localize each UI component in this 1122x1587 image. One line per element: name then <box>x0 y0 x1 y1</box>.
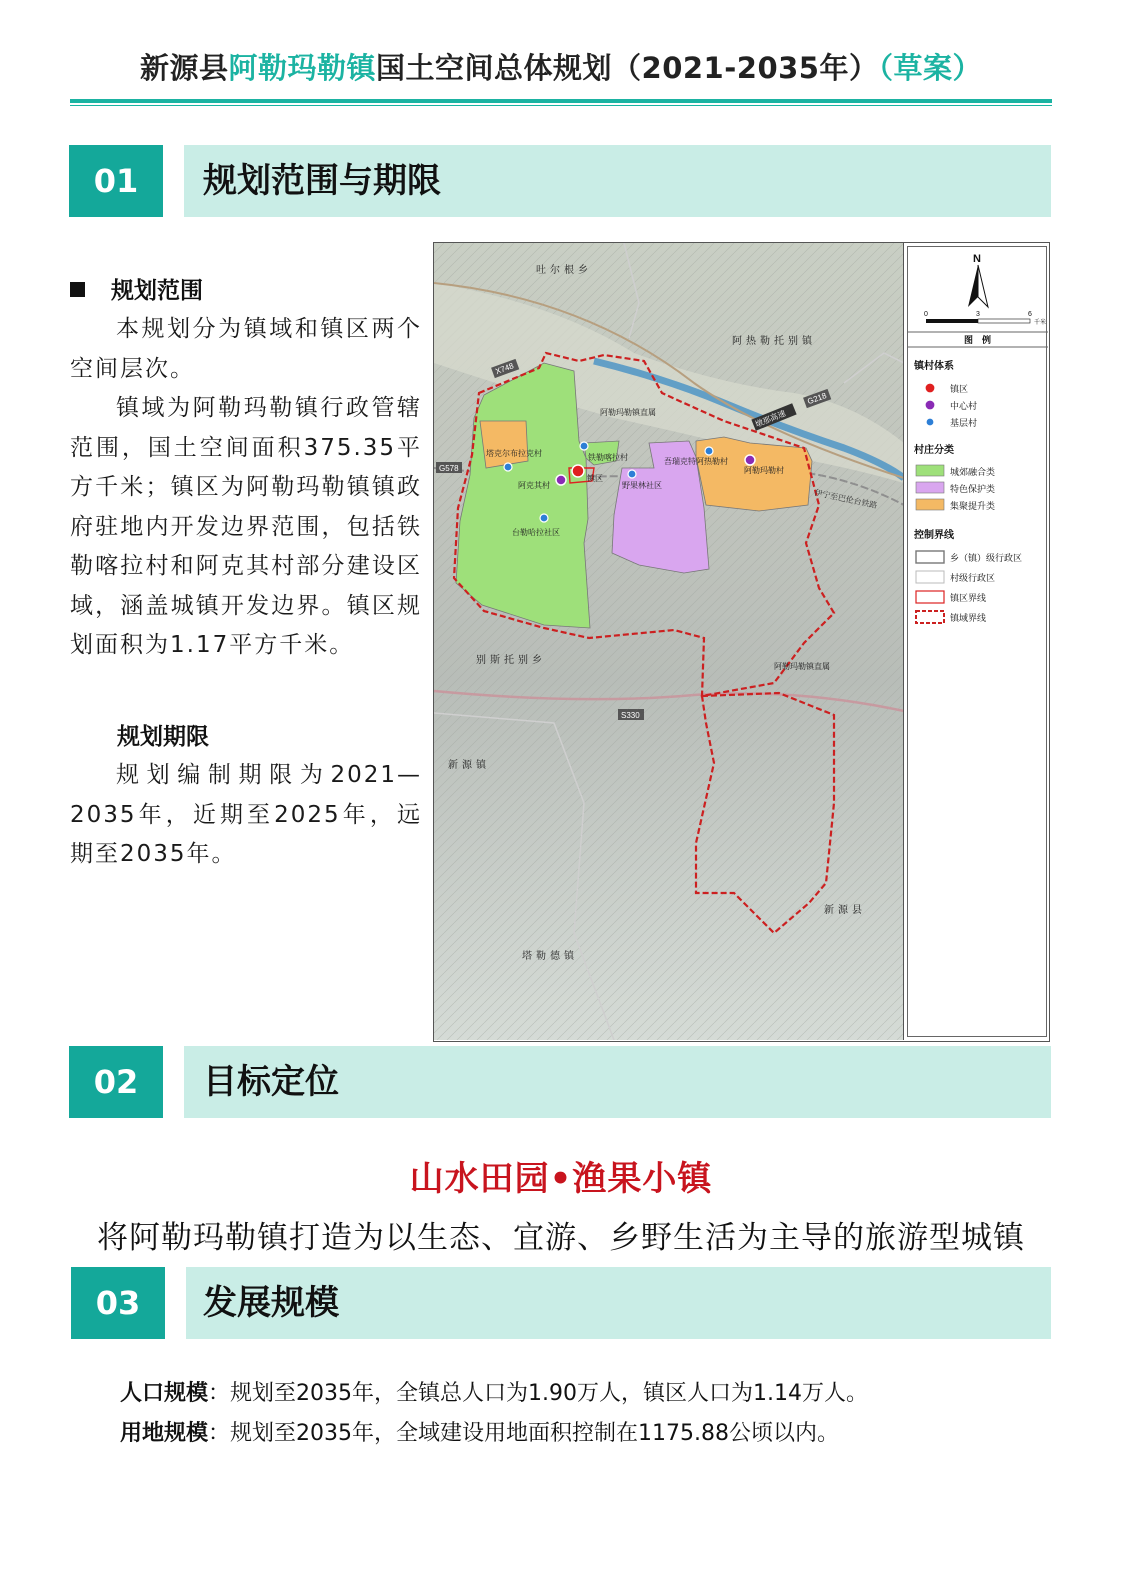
label-talede: 塔勒德镇 <box>522 951 578 962</box>
section-03-title: 发展规模 <box>203 1283 339 1323</box>
central-village-icon-akeqi <box>556 475 566 485</box>
label-g218: G218 <box>806 390 828 407</box>
legend-item-suburban: 城郊融合类 <box>950 467 996 477</box>
scale-bar-empty <box>978 319 1030 323</box>
map-canvas <box>434 243 904 1040</box>
label-x748: X748 <box>494 361 515 377</box>
legend-town-center-line-swatch <box>916 591 944 603</box>
legend-item-township: 乡（镇）级行政区 <box>950 553 1023 563</box>
basic-village-icon-5 <box>540 514 548 522</box>
label-alemale: 阿勒玛勒村 <box>744 466 784 475</box>
population-label: 人口规模 <box>120 1381 209 1406</box>
scope-paragraph-2: 镇域为阿勒玛勒镇行政管辖范围，国土空间面积375.35平方千米；镇区为阿勒玛勒镇镇政府驻地内开发边界范围，包括铁勒喀拉村和阿克其村部分建设区域，涵盖城镇开发边界。镇区规划面积为1.17平方千米。 <box>70 395 422 658</box>
population-scale <box>120 1376 868 1407</box>
scale-unit: 千米 <box>1034 320 1047 326</box>
scale-tick-0: 0 <box>924 311 928 318</box>
north-label: N <box>973 253 981 265</box>
legend-group-2: 村庄分类 <box>914 445 954 456</box>
legend-village-swatch <box>916 571 944 583</box>
scope-heading-text: 规划范围 <box>111 278 203 304</box>
period-paragraph: 规划编制期限为2021—2035年，近期至2025年，远期至2035年。 <box>70 762 422 867</box>
legend-item-town-boundary: 镇域界线 <box>950 613 987 623</box>
section-02-title: 目标定位 <box>203 1062 339 1102</box>
title-draft: （草案） <box>878 51 982 85</box>
period-heading: 规划期限 <box>117 724 209 750</box>
legend-item-town-center-line: 镇区界线 <box>950 593 987 603</box>
label-expressway: 墩那高速 <box>753 408 787 430</box>
legend-title: 图 例 <box>964 335 992 345</box>
label-s330: S330 <box>621 711 640 720</box>
basic-village-icon-1 <box>504 463 512 471</box>
legend-upgrade-swatch <box>916 499 944 510</box>
header-divider-thick <box>70 99 1052 103</box>
section-01-number: 01 <box>69 145 163 217</box>
section-02-number: 02 <box>69 1046 163 1118</box>
label-zhenqu: 镇区 <box>587 474 603 483</box>
legend-item-protection: 特色保护类 <box>950 484 996 494</box>
legend-town-boundary-swatch <box>916 611 944 623</box>
basic-village-icon-3 <box>628 470 636 478</box>
land-label: 用地规模 <box>120 1421 209 1446</box>
label-yeguolin: 野果林社区 <box>622 481 662 490</box>
label-wuruike: 吾瑞克特阿热勒村 <box>664 457 728 466</box>
area-concentration-upgrade-west <box>480 421 528 468</box>
map-legend <box>907 246 1047 1037</box>
basic-village-icon-2 <box>580 442 588 450</box>
label-akeqi: 阿克其村 <box>518 481 550 490</box>
legend-svg <box>908 247 1048 1038</box>
legend-item-basic-village: 基层村 <box>950 418 978 428</box>
positioning-motto: 山水田园•渔果小镇 <box>409 1159 713 1199</box>
label-arelotuobie: 阿热勒托别镇 <box>732 336 816 347</box>
legend-suburban-swatch <box>916 465 944 476</box>
legend-town-center-icon <box>925 383 935 393</box>
legend-basic-village-icon <box>926 418 934 426</box>
title-prefix: 新源县 <box>139 51 229 85</box>
town-center-icon <box>572 465 584 477</box>
bullet-square-icon <box>70 282 85 297</box>
north-arrow-icon-half <box>978 265 988 307</box>
north-arrow-icon <box>968 265 978 307</box>
legend-item-town-center: 镇区 <box>950 384 969 394</box>
label-direct-1: 阿勒玛勒镇直属 <box>600 408 656 417</box>
label-railway: 伊宁至巴伦台铁路 <box>813 488 879 511</box>
legend-group-1: 镇村体系 <box>914 361 954 372</box>
land-text: ：规划至2035年，全域建设用地面积控制在1175.88公顷以内。 <box>208 1421 839 1446</box>
legend-protection-swatch <box>916 482 944 493</box>
legend-township-swatch <box>916 551 944 563</box>
legend-item-upgrade: 集聚提升类 <box>950 501 996 511</box>
section-03-number: 03 <box>71 1267 165 1339</box>
legend-item-central-village: 中心村 <box>950 401 978 411</box>
section-01-title: 规划范围与期限 <box>203 161 441 201</box>
title-main: 国土空间总体规划（2021-2035年） <box>376 51 879 85</box>
positioning-description: 将阿勒玛勒镇打造为以生态、宜游、乡野生活为主导的旅游型城镇 <box>97 1220 1025 1256</box>
label-g578: G578 <box>439 464 459 473</box>
label-tuergen: 吐尔根乡 <box>536 265 592 276</box>
header-divider-thin <box>70 105 1052 106</box>
title-town-name: 阿勒玛勒镇 <box>228 51 377 85</box>
document-title <box>0 46 1122 87</box>
planning-map <box>433 242 1050 1042</box>
population-text: ：规划至2035年，全镇总人口为1.90万人，镇区人口为1.14万人。 <box>208 1381 868 1406</box>
central-village-icon-alemale <box>745 455 755 465</box>
scope-paragraph-1: 本规划分为镇域和镇区两个空间层次。 <box>70 316 422 382</box>
label-xinyuan-town: 新源镇 <box>448 760 490 771</box>
label-tielekala: 铁勒喀拉村 <box>588 453 628 462</box>
legend-item-village: 村级行政区 <box>950 573 996 583</box>
legend-group-3: 控制界线 <box>914 530 954 541</box>
map-svg <box>434 243 904 1040</box>
label-biesituobie: 别斯托别乡 <box>476 655 546 666</box>
scale-bar-fill <box>926 319 978 323</box>
legend-central-village-icon <box>925 400 935 410</box>
scale-tick-3: 3 <box>976 311 980 318</box>
scale-tick-6: 6 <box>1028 311 1032 318</box>
label-takeerbula: 塔克尔布拉克村 <box>486 449 542 458</box>
land-scale <box>120 1416 839 1447</box>
label-xinyuan-county: 新源县 <box>824 905 866 916</box>
label-tailehala: 台勒哈拉社区 <box>512 528 560 537</box>
scope-heading <box>70 272 203 305</box>
basic-village-icon-4 <box>705 447 713 455</box>
label-direct-2: 阿勒玛勒镇直属 <box>774 662 830 671</box>
